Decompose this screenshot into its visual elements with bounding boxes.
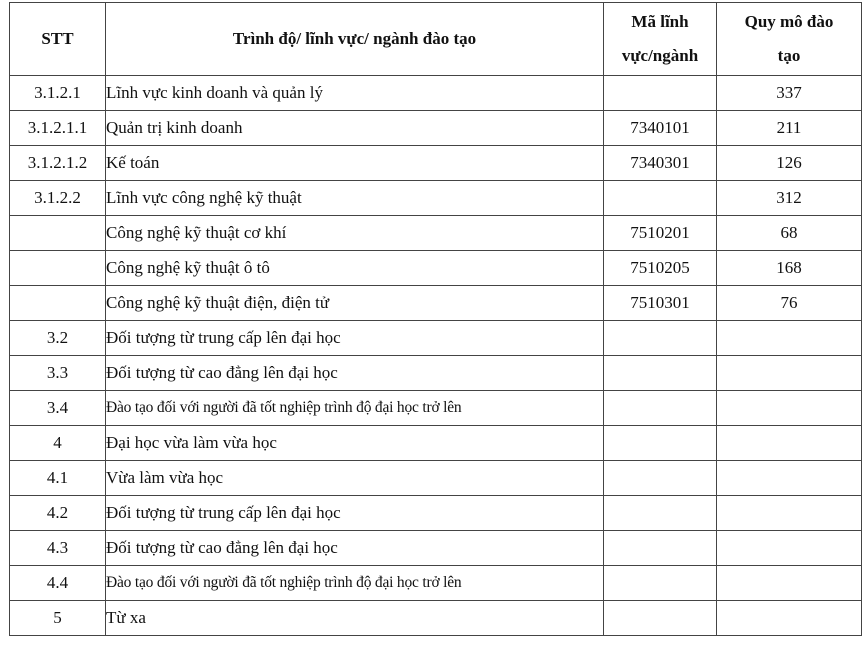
row-program: Lĩnh vực công nghệ kỹ thuật [106,181,604,216]
table-row [10,566,862,601]
row-stt: 4 [10,426,106,461]
header-field-code-line2: vực/ngành [621,46,699,65]
row-code: 7510201 [604,216,717,251]
row-program: Kế toán [106,146,604,181]
row-code: 7340101 [604,111,717,146]
table-row [10,251,862,286]
row-program: Vừa làm vừa học [106,461,604,496]
table-row [10,181,862,216]
row-stt: 4.2 [10,496,106,531]
row-scale: 337 [717,76,862,111]
table-row [10,321,862,356]
row-stt [10,251,106,286]
table-row [10,76,862,111]
table-row [10,391,862,426]
row-stt: 4.3 [10,531,106,566]
row-code [604,426,717,461]
row-scale: 312 [717,181,862,216]
row-stt [10,286,106,321]
row-program: Công nghệ kỹ thuật điện, điện tử [106,286,604,321]
row-scale: 211 [717,111,862,146]
row-code: 7510301 [604,286,717,321]
row-scale [717,321,862,356]
row-stt: 3.1.2.1.2 [10,146,106,181]
row-code [604,496,717,531]
row-scale [717,601,862,636]
header-training-scale [717,3,862,76]
row-code [604,461,717,496]
table-row [10,216,862,251]
row-program: Từ xa [106,601,604,636]
row-code: 7510205 [604,251,717,286]
row-program: Đại học vừa làm vừa học [106,426,604,461]
table-row [10,356,862,391]
header-program: Trình độ/ lĩnh vực/ ngành đào tạo [106,3,604,76]
row-scale: 168 [717,251,862,286]
row-scale: 126 [717,146,862,181]
row-scale [717,566,862,601]
header-field-code-line1: Mã lĩnh [631,12,689,31]
table-row [10,146,862,181]
row-program: Đối tượng từ trung cấp lên đại học [106,321,604,356]
table-row [10,426,862,461]
table-row [10,286,862,321]
row-program: Đào tạo đối với người đã tốt nghiệp trình độ đại học trở lên [106,566,604,601]
table-row [10,111,862,146]
row-scale [717,356,862,391]
row-code [604,321,717,356]
row-stt: 3.4 [10,391,106,426]
table-row [10,496,862,531]
row-program: Quản trị kinh doanh [106,111,604,146]
row-code [604,601,717,636]
row-stt: 3.1.2.2 [10,181,106,216]
row-stt: 4.1 [10,461,106,496]
row-stt: 3.3 [10,356,106,391]
table-header-row [10,3,862,76]
row-stt: 5 [10,601,106,636]
row-stt: 3.1.2.1.1 [10,111,106,146]
row-code [604,391,717,426]
row-code [604,181,717,216]
row-program: Lĩnh vực kinh doanh và quản lý [106,76,604,111]
row-scale [717,391,862,426]
row-program: Đối tượng từ trung cấp lên đại học [106,496,604,531]
header-training-scale-line2: tạo [777,46,801,65]
row-program: Công nghệ kỹ thuật cơ khí [106,216,604,251]
row-stt [10,216,106,251]
row-program: Đào tạo đối với người đã tốt nghiệp trình độ đại học trở lên [106,391,604,426]
table-row [10,531,862,566]
row-scale: 76 [717,286,862,321]
row-scale: 68 [717,216,862,251]
training-scale-table [9,2,862,636]
row-code [604,531,717,566]
row-program: Đối tượng từ cao đẳng lên đại học [106,356,604,391]
header-stt: STT [10,3,106,76]
row-program: Đối tượng từ cao đẳng lên đại học [106,531,604,566]
header-field-code [604,3,717,76]
row-stt: 3.1.2.1 [10,76,106,111]
header-training-scale-line1: Quy mô đào [744,12,834,31]
row-program: Công nghệ kỹ thuật ô tô [106,251,604,286]
row-code: 7340301 [604,146,717,181]
table-row [10,461,862,496]
table-row [10,601,862,636]
row-scale [717,426,862,461]
row-code [604,76,717,111]
row-scale [717,531,862,566]
row-scale [717,461,862,496]
row-code [604,356,717,391]
row-stt: 3.2 [10,321,106,356]
row-code [604,566,717,601]
row-stt: 4.4 [10,566,106,601]
row-scale [717,496,862,531]
